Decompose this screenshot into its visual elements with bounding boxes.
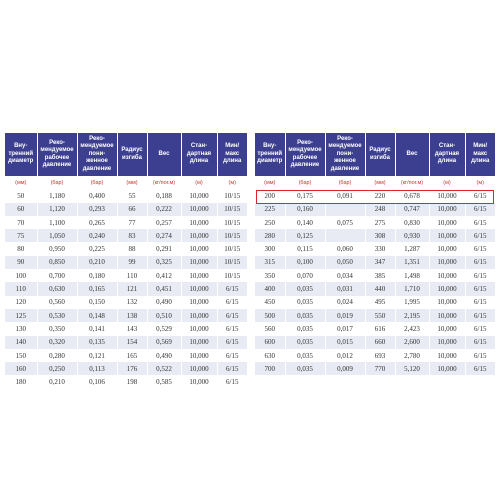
table-cell: 165 bbox=[117, 349, 147, 362]
table-row bbox=[5, 349, 247, 362]
table-cell: 275 bbox=[365, 216, 395, 229]
table-cell: 0,035 bbox=[285, 296, 325, 309]
table-cell: 0,530 bbox=[37, 309, 77, 322]
table-cell: 10,000 bbox=[181, 269, 217, 282]
column-header: Радиус изгиба bbox=[365, 133, 395, 176]
table-row bbox=[255, 362, 495, 375]
table-cell: 0,035 bbox=[285, 349, 325, 362]
table-cell: 0,350 bbox=[37, 322, 77, 335]
table-cell bbox=[325, 229, 365, 242]
table-cell: 10,000 bbox=[181, 322, 217, 335]
table-cell: 600 bbox=[255, 336, 285, 349]
table-cell: 10,000 bbox=[181, 216, 217, 229]
table-cell: 10,000 bbox=[181, 309, 217, 322]
table-row bbox=[5, 216, 247, 229]
table-cell: 315 bbox=[255, 256, 285, 269]
column-header: Вну- тренний диаметр bbox=[5, 133, 37, 176]
table-cell: 6/15 bbox=[465, 269, 495, 282]
table-cell: 130 bbox=[5, 322, 37, 335]
table-cell: 225 bbox=[255, 203, 285, 216]
table-cell: 0,180 bbox=[77, 269, 117, 282]
table-cell: 0,121 bbox=[77, 349, 117, 362]
table-cell: 6/15 bbox=[217, 362, 247, 375]
table-cell: 0,035 bbox=[285, 322, 325, 335]
table-cell: 10/15 bbox=[217, 203, 247, 216]
table-row bbox=[5, 203, 247, 216]
table-cell: 660 bbox=[365, 336, 395, 349]
table-cell: 10,000 bbox=[429, 309, 465, 322]
table-cell: 10,000 bbox=[181, 203, 217, 216]
table-cell: 10,000 bbox=[429, 336, 465, 349]
column-header: Реко- мендуемое пони- женное давление bbox=[325, 133, 365, 176]
table-cell bbox=[325, 203, 365, 216]
table-cell: 10,000 bbox=[181, 336, 217, 349]
table-cell: 10,000 bbox=[181, 229, 217, 242]
table-cell: 176 bbox=[117, 362, 147, 375]
table-cell: 100 bbox=[5, 269, 37, 282]
table-cell: 0,148 bbox=[77, 309, 117, 322]
table-cell: 10,000 bbox=[429, 189, 465, 202]
table-cell: 440 bbox=[365, 282, 395, 295]
table-cell: 1,100 bbox=[37, 216, 77, 229]
table-cell: 0,320 bbox=[37, 336, 77, 349]
table-cell: 770 bbox=[365, 362, 395, 375]
unit-cell: (м) bbox=[465, 176, 495, 189]
table-cell: 350 bbox=[255, 269, 285, 282]
table-cell: 1,287 bbox=[395, 242, 429, 255]
table-cell: 121 bbox=[117, 282, 147, 295]
table-row bbox=[255, 203, 495, 216]
unit-cell: (кг/пог.м) bbox=[395, 176, 429, 189]
column-header: Вес bbox=[395, 133, 429, 176]
table-cell: 2,600 bbox=[395, 336, 429, 349]
table-row bbox=[5, 189, 247, 202]
table-cell: 0,060 bbox=[325, 242, 365, 255]
table-cell: 55 bbox=[117, 189, 147, 202]
table-cell: 10/15 bbox=[217, 216, 247, 229]
table-cell: 10,000 bbox=[429, 322, 465, 335]
table-cell: 0,012 bbox=[325, 349, 365, 362]
table-cell: 10,000 bbox=[429, 229, 465, 242]
table-cell: 66 bbox=[117, 203, 147, 216]
table-row bbox=[255, 269, 495, 282]
table-cell: 6/15 bbox=[465, 203, 495, 216]
table-cell: 630 bbox=[255, 349, 285, 362]
table-cell: 1,120 bbox=[37, 203, 77, 216]
unit-cell: (мм) bbox=[255, 176, 285, 189]
table-cell: 10,000 bbox=[181, 362, 217, 375]
table-cell: 10,000 bbox=[429, 203, 465, 216]
table-cell: 0,017 bbox=[325, 322, 365, 335]
table-cell: 138 bbox=[117, 309, 147, 322]
table-cell: 300 bbox=[255, 242, 285, 255]
table-cell: 6/15 bbox=[465, 349, 495, 362]
table-cell: 143 bbox=[117, 322, 147, 335]
table-cell: 0,293 bbox=[77, 203, 117, 216]
table-cell: 0,150 bbox=[77, 296, 117, 309]
table-cell: 6/15 bbox=[465, 336, 495, 349]
table-cell: 0,015 bbox=[325, 336, 365, 349]
table-cell: 10,000 bbox=[429, 216, 465, 229]
table-cell: 308 bbox=[365, 229, 395, 242]
table-cell: 0,135 bbox=[77, 336, 117, 349]
table-cell: 0,950 bbox=[37, 242, 77, 255]
table-cell: 0,125 bbox=[285, 229, 325, 242]
table-cell: 0,400 bbox=[77, 189, 117, 202]
column-header: Реко- мендуемое рабочее давление bbox=[37, 133, 77, 176]
table-row bbox=[255, 309, 495, 322]
table-row bbox=[255, 216, 495, 229]
table-cell: 0,850 bbox=[37, 256, 77, 269]
column-header: Реко- мендуемое рабочее давление bbox=[285, 133, 325, 176]
table-cell: 10,000 bbox=[429, 269, 465, 282]
table-cell: 0,035 bbox=[285, 282, 325, 295]
table-row bbox=[5, 256, 247, 269]
unit-cell: (м) bbox=[217, 176, 247, 189]
table-row bbox=[5, 322, 247, 335]
table-cell: 0,141 bbox=[77, 322, 117, 335]
table-cell: 0,560 bbox=[37, 296, 77, 309]
table-row bbox=[255, 282, 495, 295]
table-cell: 90 bbox=[5, 256, 37, 269]
table-cell: 0,510 bbox=[147, 309, 181, 322]
table-cell: 5,120 bbox=[395, 362, 429, 375]
table-cell: 0,019 bbox=[325, 309, 365, 322]
table-row bbox=[255, 296, 495, 309]
unit-cell: (бар) bbox=[77, 176, 117, 189]
table-cell: 1,995 bbox=[395, 296, 429, 309]
table-cell: 0,747 bbox=[395, 203, 429, 216]
table-cell: 0,930 bbox=[395, 229, 429, 242]
table-cell: 50 bbox=[5, 189, 37, 202]
table-cell: 6/15 bbox=[217, 282, 247, 295]
table-cell: 330 bbox=[365, 242, 395, 255]
unit-cell: (бар) bbox=[285, 176, 325, 189]
table-row bbox=[5, 362, 247, 375]
table-cell: 0,490 bbox=[147, 349, 181, 362]
table-cell: 693 bbox=[365, 349, 395, 362]
table-cell: 0,165 bbox=[77, 282, 117, 295]
table-cell: 6/15 bbox=[465, 362, 495, 375]
table-cell: 110 bbox=[117, 269, 147, 282]
table-cell: 0,035 bbox=[285, 309, 325, 322]
table-cell: 10/15 bbox=[217, 269, 247, 282]
table-cell: 450 bbox=[255, 296, 285, 309]
column-header: Стан- дартная длина bbox=[181, 133, 217, 176]
column-header: Мин/ макс длина bbox=[465, 133, 495, 176]
table-cell: 2,423 bbox=[395, 322, 429, 335]
table-cell: 0,222 bbox=[147, 203, 181, 216]
table-cell: 200 bbox=[255, 189, 285, 202]
table-cell: 132 bbox=[117, 296, 147, 309]
table-cell: 0,075 bbox=[325, 216, 365, 229]
table-row bbox=[5, 242, 247, 255]
table-cell: 70 bbox=[5, 216, 37, 229]
table-cell: 0,569 bbox=[147, 336, 181, 349]
table-cell: 80 bbox=[5, 242, 37, 255]
table-cell: 250 bbox=[255, 216, 285, 229]
table-cell: 110 bbox=[5, 282, 37, 295]
table-cell: 1,351 bbox=[395, 256, 429, 269]
table-cell: 6/15 bbox=[465, 229, 495, 242]
table-cell: 495 bbox=[365, 296, 395, 309]
table-cell: 0,035 bbox=[285, 362, 325, 375]
table-cell: 0,034 bbox=[325, 269, 365, 282]
table-cell: 6/15 bbox=[465, 216, 495, 229]
table-cell: 0,280 bbox=[37, 349, 77, 362]
table-row bbox=[255, 256, 495, 269]
table-row bbox=[255, 189, 495, 202]
table-cell: 0,240 bbox=[77, 229, 117, 242]
column-header: Реко- мендуемое пони- женное давление bbox=[77, 133, 117, 176]
table-cell: 6/15 bbox=[217, 322, 247, 335]
unit-cell: (мм) bbox=[117, 176, 147, 189]
table-cell: 6/15 bbox=[465, 256, 495, 269]
table-cell: 10,000 bbox=[181, 282, 217, 295]
table-row bbox=[5, 229, 247, 242]
table-cell: 0,412 bbox=[147, 269, 181, 282]
table-cell: 0,585 bbox=[147, 375, 181, 388]
table-cell: 60 bbox=[5, 203, 37, 216]
table-cell: 6/15 bbox=[465, 309, 495, 322]
table-cell: 10/15 bbox=[217, 242, 247, 255]
table-cell: 10,000 bbox=[429, 349, 465, 362]
table-cell: 6/15 bbox=[217, 296, 247, 309]
unit-cell: (мм) bbox=[365, 176, 395, 189]
units-row bbox=[5, 176, 247, 189]
table-cell: 150 bbox=[5, 349, 37, 362]
table-cell: 700 bbox=[255, 362, 285, 375]
table-cell: 0,325 bbox=[147, 256, 181, 269]
table-row bbox=[5, 296, 247, 309]
table-cell: 10/15 bbox=[217, 189, 247, 202]
table-cell: 0,115 bbox=[285, 242, 325, 255]
table-cell: 6/15 bbox=[465, 296, 495, 309]
table-cell: 0,529 bbox=[147, 322, 181, 335]
header-row bbox=[5, 133, 247, 176]
table-cell: 0,830 bbox=[395, 216, 429, 229]
table-cell: 10/15 bbox=[217, 256, 247, 269]
table-cell: 6/15 bbox=[217, 375, 247, 388]
table-cell: 88 bbox=[117, 242, 147, 255]
table-cell: 2,195 bbox=[395, 309, 429, 322]
table-cell: 0,140 bbox=[285, 216, 325, 229]
table-row bbox=[255, 349, 495, 362]
table-cell: 550 bbox=[365, 309, 395, 322]
unit-cell: (м) bbox=[429, 176, 465, 189]
table-cell: 10,000 bbox=[181, 256, 217, 269]
table-cell: 0,630 bbox=[37, 282, 77, 295]
table-cell: 1,050 bbox=[37, 229, 77, 242]
table-cell: 400 bbox=[255, 282, 285, 295]
hose-spec-table-right bbox=[255, 133, 495, 375]
table-cell: 0,257 bbox=[147, 216, 181, 229]
table-cell: 616 bbox=[365, 322, 395, 335]
table-cell: 6/15 bbox=[217, 309, 247, 322]
table-cell: 0,274 bbox=[147, 229, 181, 242]
table-cell: 0,031 bbox=[325, 282, 365, 295]
table-cell: 10,000 bbox=[181, 296, 217, 309]
table-cell: 0,091 bbox=[325, 189, 365, 202]
table-cell: 6/15 bbox=[217, 349, 247, 362]
table-cell: 10,000 bbox=[181, 349, 217, 362]
table-cell: 6/15 bbox=[465, 242, 495, 255]
table-cell: 280 bbox=[255, 229, 285, 242]
column-header: Радиус изгиба bbox=[117, 133, 147, 176]
table-cell: 0,024 bbox=[325, 296, 365, 309]
table-cell: 10,000 bbox=[429, 282, 465, 295]
table-cell: 6/15 bbox=[465, 189, 495, 202]
table-cell: 0,225 bbox=[77, 242, 117, 255]
table-row bbox=[5, 282, 247, 295]
table-cell: 10,000 bbox=[181, 189, 217, 202]
table-cell: 0,070 bbox=[285, 269, 325, 282]
header-row bbox=[255, 133, 495, 176]
unit-cell: (бар) bbox=[37, 176, 77, 189]
table-cell: 0,050 bbox=[325, 256, 365, 269]
table-cell: 0,678 bbox=[395, 189, 429, 202]
column-header: Мин/ макс длина bbox=[217, 133, 247, 176]
table-row bbox=[5, 375, 247, 388]
table-cell: 0,210 bbox=[37, 375, 77, 388]
table-cell: 10,000 bbox=[429, 296, 465, 309]
table-cell: 0,265 bbox=[77, 216, 117, 229]
table-cell: 1,710 bbox=[395, 282, 429, 295]
table-cell: 75 bbox=[5, 229, 37, 242]
table-cell: 385 bbox=[365, 269, 395, 282]
table-cell: 6/15 bbox=[465, 322, 495, 335]
table-cell: 10,000 bbox=[181, 375, 217, 388]
table-row bbox=[255, 242, 495, 255]
table-cell: 0,035 bbox=[285, 336, 325, 349]
table-cell: 0,700 bbox=[37, 269, 77, 282]
table-cell: 500 bbox=[255, 309, 285, 322]
units-row bbox=[255, 176, 495, 189]
table-row bbox=[255, 336, 495, 349]
table-cell: 0,009 bbox=[325, 362, 365, 375]
table-row bbox=[5, 309, 247, 322]
unit-cell: (м) bbox=[181, 176, 217, 189]
table-cell: 0,291 bbox=[147, 242, 181, 255]
table-row bbox=[5, 269, 247, 282]
unit-cell: (кг/пог.м) bbox=[147, 176, 181, 189]
table-cell: 0,250 bbox=[37, 362, 77, 375]
table-cell: 560 bbox=[255, 322, 285, 335]
table-cell: 0,160 bbox=[285, 203, 325, 216]
table-row bbox=[255, 229, 495, 242]
unit-cell: (мм) bbox=[5, 176, 37, 189]
table-cell: 1,180 bbox=[37, 189, 77, 202]
table-cell: 6/15 bbox=[217, 336, 247, 349]
table-cell: 160 bbox=[5, 362, 37, 375]
table-cell: 140 bbox=[5, 336, 37, 349]
table-cell: 77 bbox=[117, 216, 147, 229]
table-cell: 10,000 bbox=[429, 362, 465, 375]
table-cell: 0,522 bbox=[147, 362, 181, 375]
column-header: Стан- дартная длина bbox=[429, 133, 465, 176]
table-cell: 83 bbox=[117, 229, 147, 242]
table-cell: 198 bbox=[117, 375, 147, 388]
table-cell: 0,175 bbox=[285, 189, 325, 202]
table-cell: 10/15 bbox=[217, 229, 247, 242]
table-cell: 220 bbox=[365, 189, 395, 202]
table-cell: 0,106 bbox=[77, 375, 117, 388]
table-cell: 347 bbox=[365, 256, 395, 269]
table-row bbox=[255, 322, 495, 335]
table-cell: 0,490 bbox=[147, 296, 181, 309]
table-cell: 1,498 bbox=[395, 269, 429, 282]
table-cell: 10,000 bbox=[429, 256, 465, 269]
table-cell: 0,188 bbox=[147, 189, 181, 202]
table-cell: 180 bbox=[5, 375, 37, 388]
table-cell: 6/15 bbox=[465, 282, 495, 295]
column-header: Вес bbox=[147, 133, 181, 176]
table-cell: 99 bbox=[117, 256, 147, 269]
hose-spec-table-left bbox=[5, 133, 247, 389]
column-header: Вну- тренний диаметр bbox=[255, 133, 285, 176]
table-cell: 10,000 bbox=[181, 242, 217, 255]
table-cell: 0,451 bbox=[147, 282, 181, 295]
table-cell: 154 bbox=[117, 336, 147, 349]
unit-cell: (бар) bbox=[325, 176, 365, 189]
table-cell: 248 bbox=[365, 203, 395, 216]
table-cell: 125 bbox=[5, 309, 37, 322]
table-cell: 120 bbox=[5, 296, 37, 309]
table-cell: 0,100 bbox=[285, 256, 325, 269]
table-row bbox=[5, 336, 247, 349]
table-cell: 0,210 bbox=[77, 256, 117, 269]
table-cell: 10,000 bbox=[429, 242, 465, 255]
table-cell: 0,113 bbox=[77, 362, 117, 375]
table-cell: 2,780 bbox=[395, 349, 429, 362]
